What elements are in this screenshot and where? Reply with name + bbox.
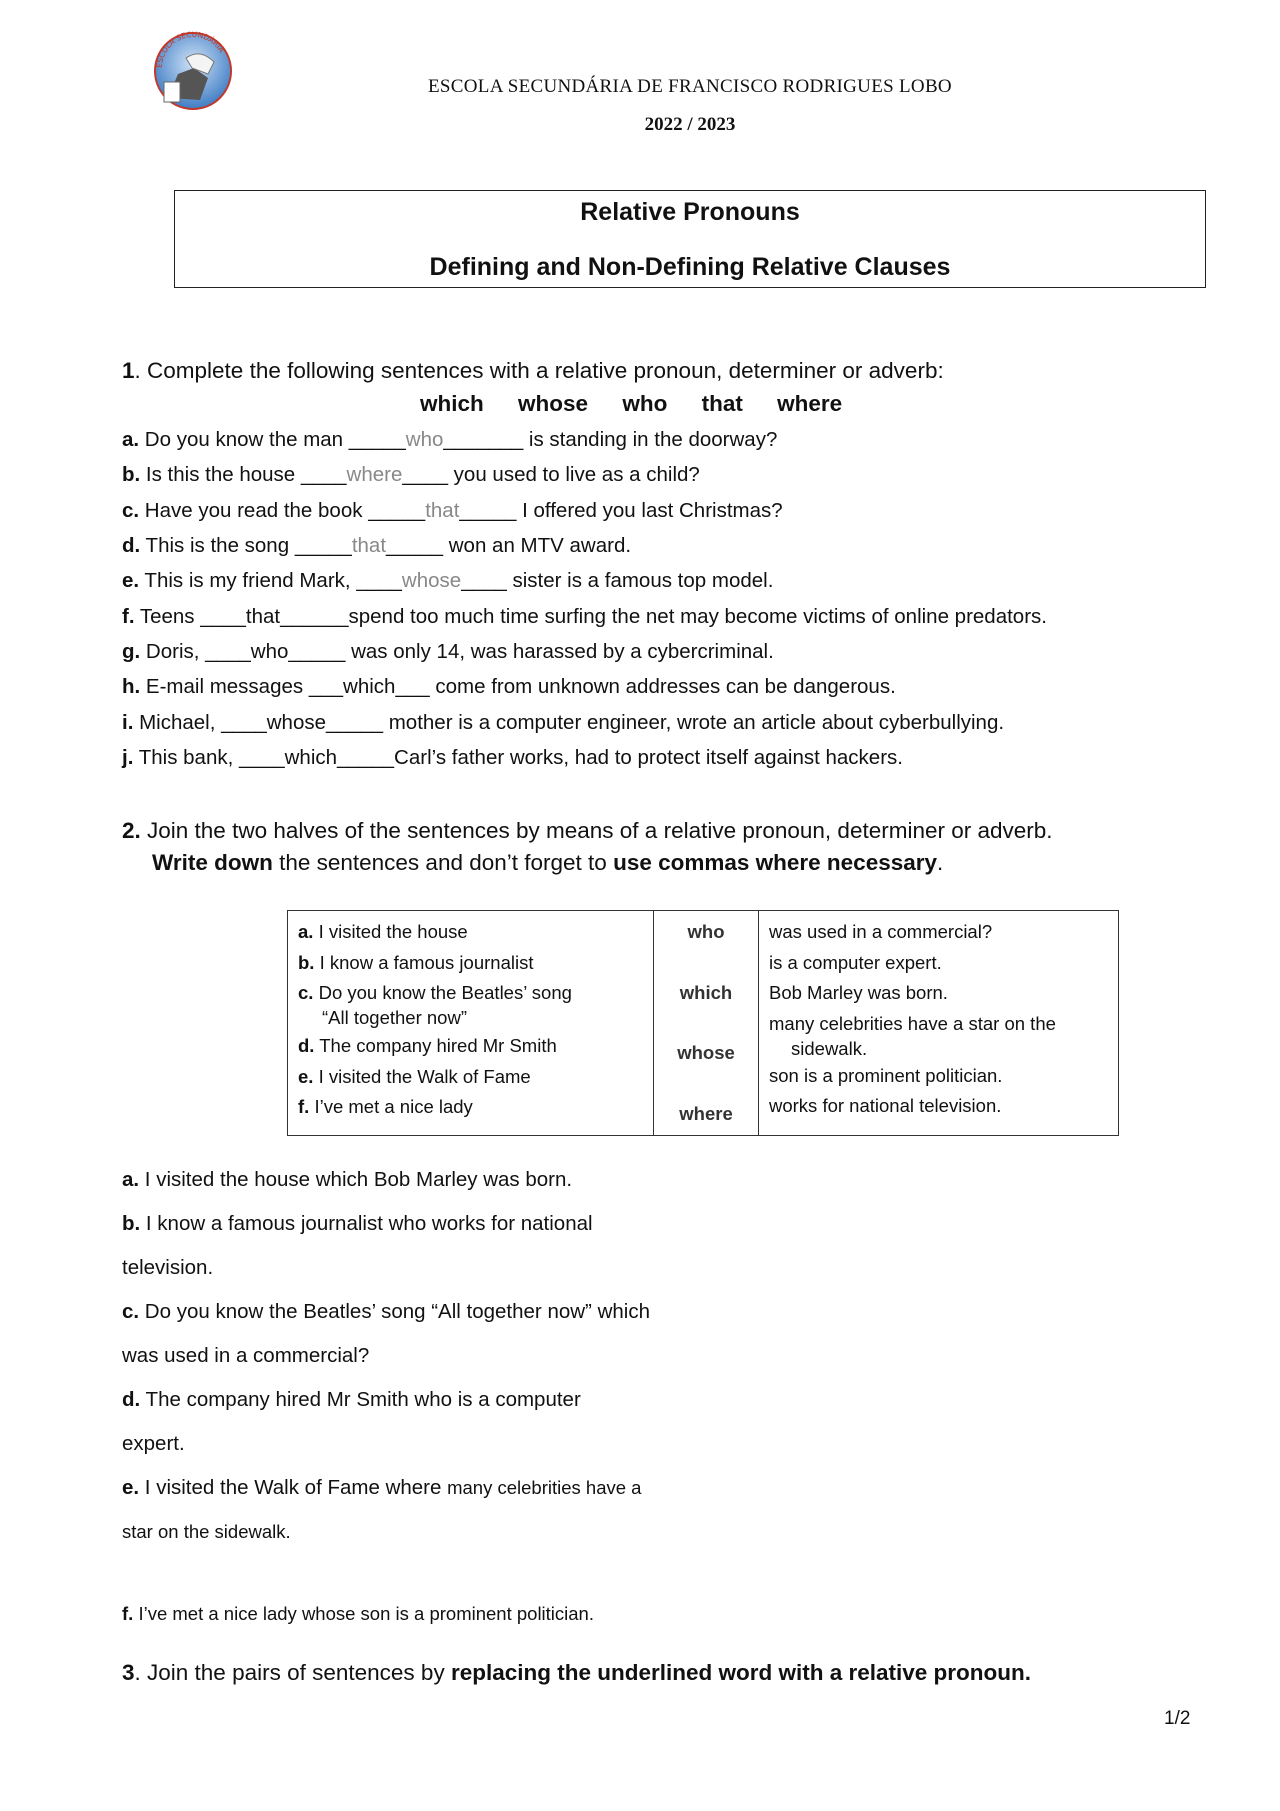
- school-logo: [148, 28, 238, 114]
- table-row: is a computer expert.: [769, 951, 942, 973]
- word-bank-item: that: [701, 391, 743, 416]
- fill-in-answer[interactable]: whose: [266, 711, 327, 734]
- table-row: son is a prominent politician.: [769, 1064, 1003, 1086]
- page-number: 1/2: [1164, 1708, 1191, 1729]
- exercise-2-instruction: 2. Join the two halves of the sentences by means of a relative pronoun, determiner or adverb.: [122, 818, 1053, 843]
- exercise-1-item: b. Is this the house ____where____ you used to live as a child?: [122, 463, 700, 486]
- answer-line: c. Do you know the Beatles’ song “All together now” which was used in a commercial?: [122, 1300, 650, 1367]
- table-row: f. I’ve met a nice lady: [298, 1096, 473, 1117]
- fill-in-answer[interactable]: that: [425, 499, 460, 522]
- word-bank-item: who: [622, 391, 668, 416]
- school-name: ESCOLA SECUNDÁRIA DE FRANCISCO RODRIGUES LOBO: [428, 76, 952, 97]
- exercise-number: 2.: [122, 818, 141, 843]
- worksheet-title: Relative Pronouns: [580, 198, 800, 226]
- answer-line: a. I visited the house which Bob Marley was born.: [122, 1168, 573, 1191]
- sentence-endings: [759, 911, 1119, 1136]
- exercise-number: 1: [122, 358, 135, 383]
- exercise-number: 3: [122, 1660, 135, 1685]
- exercise-1-item: f. Teens ____that______spend too much time surfing the net may become victims of online predators.: [122, 605, 1047, 628]
- table-row: d. The company hired Mr Smith: [298, 1035, 557, 1056]
- fill-in-answer[interactable]: that: [245, 605, 281, 628]
- fill-in-answer[interactable]: who: [405, 428, 444, 451]
- table-row: a. I visited the house: [298, 921, 468, 942]
- answer-line: b. I know a famous journalist who works for national television.: [122, 1212, 593, 1279]
- answer-line: f. I’ve met a nice lady whose son is a prominent politician.: [122, 1603, 594, 1624]
- title-box: [174, 190, 1206, 288]
- table-row: Bob Marley was born.: [769, 982, 948, 1003]
- connector-word: where: [679, 1102, 733, 1124]
- word-bank: [420, 391, 870, 417]
- fill-in-answer[interactable]: who: [250, 640, 289, 663]
- fill-in-answer[interactable]: which: [284, 746, 338, 769]
- worksheet-subtitle: Defining and Non-Defining Relative Clauses: [429, 253, 951, 281]
- exercise-2-instruction-line2: Write down the sentences and don’t forget to use commas where necessary.: [152, 850, 944, 875]
- table-row: sidewalk.: [791, 1037, 868, 1059]
- connector-column: [654, 911, 759, 1136]
- connector-word: who: [687, 921, 725, 942]
- fill-in-answer[interactable]: where: [346, 463, 403, 486]
- connector-word: which: [679, 981, 733, 1003]
- word-bank-item: which: [420, 391, 484, 416]
- table-row: “All together now”: [322, 1007, 467, 1028]
- fill-in-answer[interactable]: which: [343, 675, 396, 698]
- fill-in-answer[interactable]: that: [351, 534, 387, 557]
- answer-line: e. I visited the Walk of Fame where many celebrities have a star on the sidewalk.: [122, 1476, 642, 1542]
- sentence-beginnings: [288, 911, 654, 1136]
- exercise-3-instruction: 3. Join the pairs of sentences by replacing the underlined word with a relative pronoun.: [122, 1660, 1032, 1685]
- exercise-1-item: a. Do you know the man _____who_______ is standing in the doorway?: [122, 428, 778, 451]
- exercise-1-item: e. This is my friend Mark, ____whose____ sister is a famous top model.: [122, 569, 774, 592]
- exercise-1-item: c. Have you read the book _____that_____ I offered you last Christmas?: [122, 499, 783, 522]
- table-row: b. I know a famous journalist: [298, 951, 534, 973]
- exercise-1-item: h. E-mail messages ___which___ come from unknown addresses can be dangerous.: [122, 675, 896, 698]
- school-year: 2022 / 2023: [644, 114, 736, 135]
- table-row: e. I visited the Walk of Fame: [298, 1065, 531, 1087]
- answer-line: d. The company hired Mr Smith who is a computer expert.: [122, 1388, 581, 1455]
- svg-text:ESCOLA SECUNDÁRIA: ESCOLA SECUNDÁRIA: [154, 29, 227, 69]
- connector-word: whose: [677, 1042, 735, 1063]
- exercise-1-item: g. Doris, ____who_____ was only 14, was harassed by a cybercriminal.: [122, 640, 774, 663]
- exercise-1-item: j. This bank, ____which_____Carl’s father works, had to protect itself against hackers.: [122, 746, 903, 769]
- exercise-1-item: i. Michael, ____whose_____ mother is a computer engineer, wrote an article about cyberbullying.: [122, 711, 1005, 734]
- table-row: was used in a commercial?: [769, 921, 993, 942]
- exercise-1-item: d. This is the song _____that_____ won an MTV award.: [122, 534, 632, 557]
- exercise-1-instruction: 1. Complete the following sentences with a relative pronoun, determiner or adverb:: [122, 358, 944, 383]
- table-row: works for national television.: [769, 1095, 1002, 1116]
- matching-table: [287, 910, 1119, 1136]
- word-bank-item: where: [777, 391, 843, 416]
- table-row: c. Do you know the Beatles’ song: [298, 982, 572, 1003]
- word-bank-item: whose: [518, 391, 589, 416]
- table-row: many celebrities have a star on the: [769, 1012, 1056, 1034]
- fill-in-answer[interactable]: whose: [401, 569, 462, 592]
